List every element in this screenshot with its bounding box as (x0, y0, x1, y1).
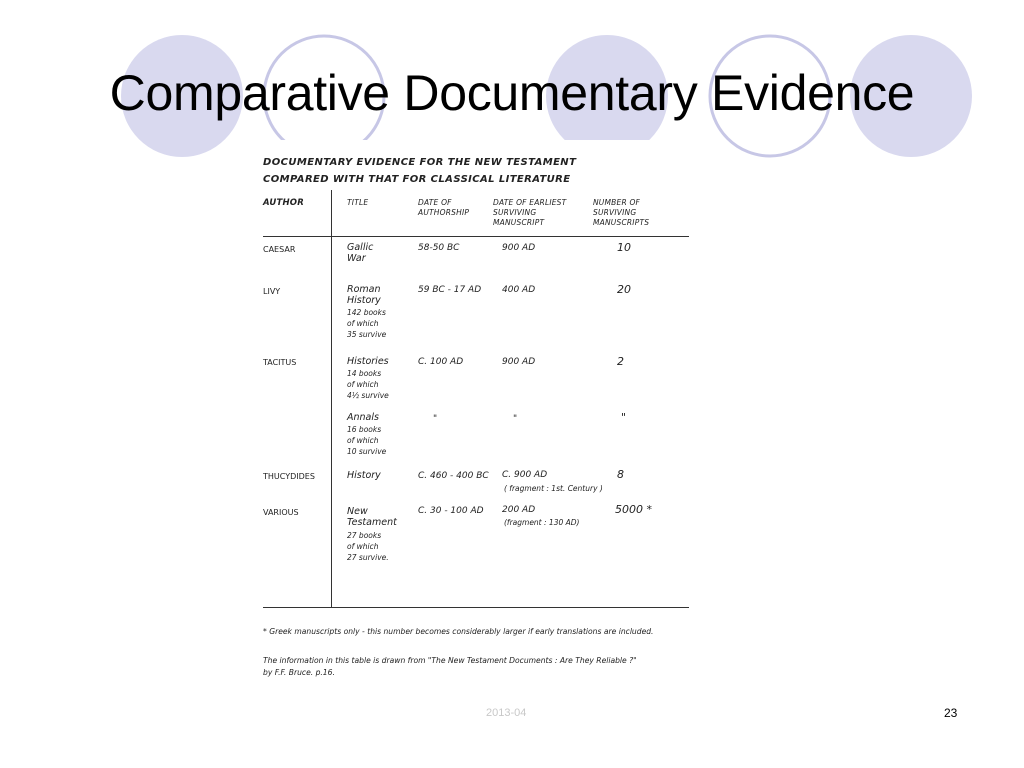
column-header-number: NUMBER OF SURVIVING MANUSCRIPTS (593, 198, 650, 227)
row-tacitus-manuscript: 900 AD (502, 357, 536, 367)
row-thucydides-title: History (347, 470, 381, 481)
row-various-authorship: C. 30 - 100 AD (418, 506, 484, 516)
row-annals-number: " (621, 411, 627, 424)
slide-page-number: 23 (944, 706, 958, 720)
row-caesar-authorship: 58-50 BC (418, 243, 460, 253)
row-livy-title: Roman History (347, 284, 381, 306)
scanned-table-image (255, 150, 695, 690)
row-thucydides-author: THUCYDIDES (263, 472, 315, 481)
row-livy-author: LIVY (263, 287, 281, 296)
row-annals-authorship: " (433, 414, 438, 424)
row-various-author: VARIOUS (263, 508, 299, 517)
row-livy-number: 20 (617, 283, 631, 296)
footer-date: 2013-04 (486, 707, 527, 719)
row-tacitus-authorship: C. 100 AD (418, 357, 464, 367)
row-various-note: 27 books of which 27 survive. (347, 531, 389, 562)
row-various-manuscript: 200 AD (502, 505, 536, 515)
row-tacitus-note: 14 books of which 4½ survive (347, 369, 389, 400)
header-rule (263, 236, 689, 237)
row-caesar-author: CAESAR (263, 245, 296, 254)
row-tacitus-author: TACITUS (263, 358, 297, 367)
table-heading-line-1: DOCUMENTARY EVIDENCE FOR THE NEW TESTAMENT (263, 157, 577, 168)
row-various-number: 5000 * (615, 503, 652, 516)
column-header-author: AUTHOR (263, 198, 304, 208)
row-caesar-title: Gallic War (347, 242, 374, 264)
column-header-date-authorship: DATE OF AUTHORSHIP (418, 198, 470, 217)
row-caesar-manuscript: 900 AD (502, 243, 536, 253)
row-tacitus-number: 2 (617, 355, 624, 368)
table-footnote: * Greek manuscripts only - this number becomes considerably larger if early translations are included. (263, 627, 654, 636)
row-annals-title: Annals (347, 412, 379, 423)
row-various-title: New Testament (347, 506, 397, 528)
row-thucydides-manuscript-note: ( fragment : 1st. Century ) (504, 484, 603, 493)
row-livy-authorship: 59 BC - 17 AD (418, 285, 482, 295)
row-livy-manuscript: 400 AD (502, 285, 536, 295)
row-thucydides-number: 8 (617, 468, 624, 481)
row-thucydides-manuscript: C. 900 AD (502, 470, 548, 480)
slide-title: Comparative Documentary Evidence (109, 65, 915, 121)
row-livy-note: 142 books of which 35 survive (347, 308, 387, 339)
bottom-rule (263, 607, 689, 608)
table-source-note: The information in this table is drawn from "The New Testament Documents : Are They Reliable ?" by F.F. Bruce. p.16. (263, 656, 637, 677)
table-heading-line-2: COMPARED WITH THAT FOR CLASSICAL LITERATURE (263, 174, 571, 185)
column-divider (331, 190, 332, 608)
table-heading (263, 154, 576, 188)
row-thucydides-authorship: C. 460 - 400 BC (418, 471, 489, 481)
column-header-date-manuscript: DATE OF EARLIEST SURVIVING MANUSCRIPT (493, 198, 567, 227)
row-tacitus-title: Histories (347, 356, 389, 367)
row-annals-note: 16 books of which 10 survive (347, 425, 387, 456)
row-annals-manuscript: " (513, 414, 518, 424)
row-various-manuscript-note: (fragment : 130 AD) (504, 518, 580, 527)
row-caesar-number: 10 (617, 241, 631, 254)
column-header-title: TITLE (347, 198, 369, 207)
